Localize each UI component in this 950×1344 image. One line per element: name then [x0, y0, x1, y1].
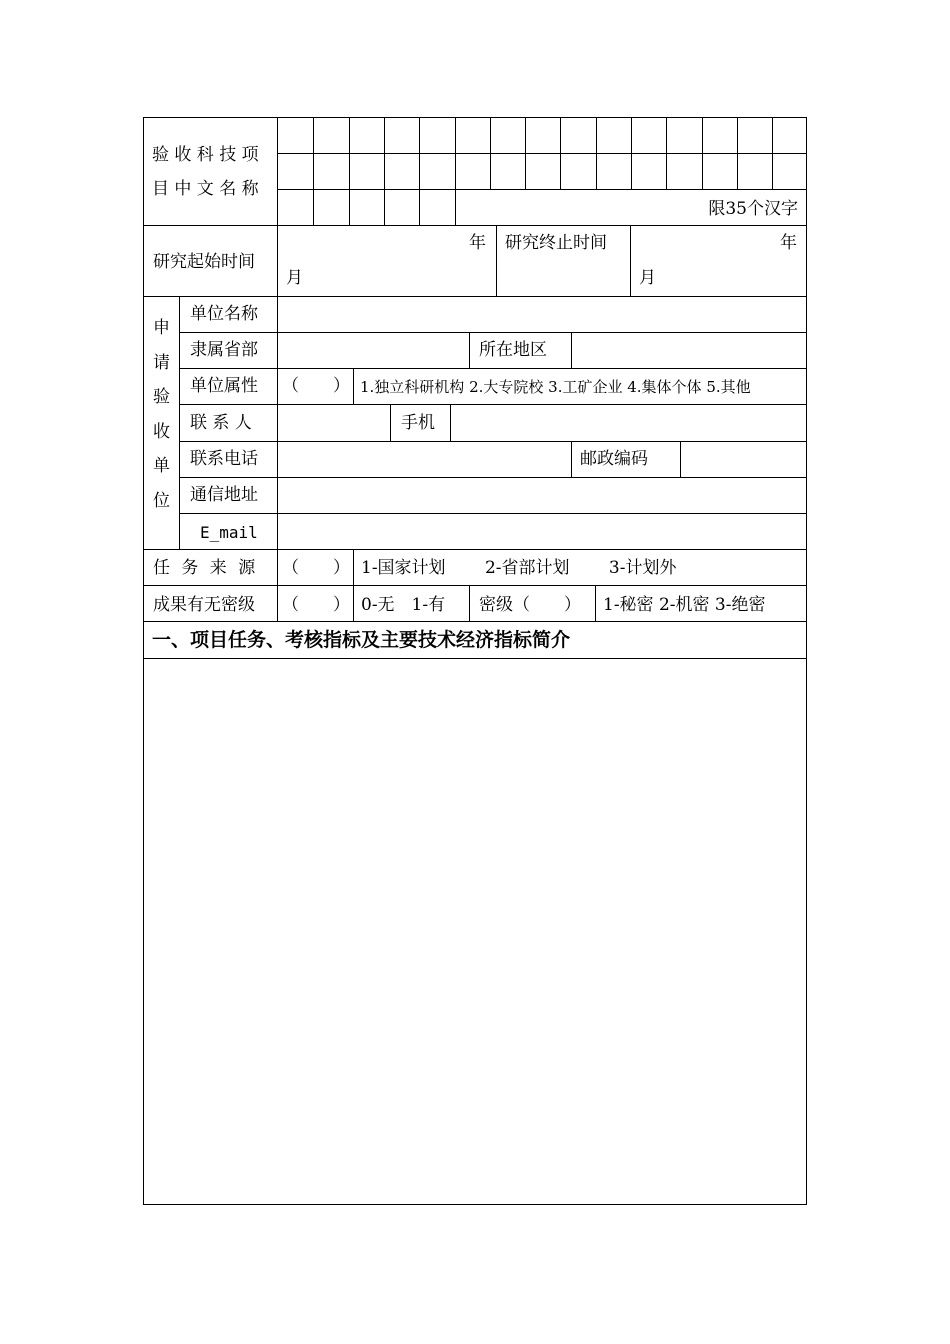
col-divider	[496, 225, 497, 296]
col-divider	[179, 296, 180, 549]
task-source-options: 1-国家计划 2-省部计划 3-计划外	[361, 558, 677, 578]
attribute-choice-input[interactable]: （ ）	[282, 376, 350, 396]
end-time-label: 研究终止时间	[505, 233, 607, 253]
col-divider	[571, 441, 572, 477]
char-grid-line	[631, 118, 632, 189]
postcode-input[interactable]	[681, 442, 807, 477]
char-grid-line	[525, 118, 526, 189]
region-label: 所在地区	[479, 340, 547, 360]
start-time-input[interactable]	[278, 226, 496, 296]
col-divider	[390, 404, 391, 441]
col-divider	[469, 585, 470, 621]
ministry-label: 隶属省部	[190, 340, 258, 360]
secrecy-yes-no: 0-无 1-有	[361, 595, 446, 615]
char-grid-line	[313, 118, 314, 225]
char-grid-line	[702, 118, 703, 189]
start-month-unit: 月	[286, 268, 303, 288]
row-divider	[144, 549, 807, 550]
row-divider	[144, 621, 807, 622]
end-year-unit: 年	[780, 233, 797, 253]
contact-input[interactable]	[278, 405, 390, 441]
applicant-section-char: 申	[153, 318, 170, 338]
secrecy-level-options: 1-秘密 2-机密 3-绝密	[603, 595, 766, 615]
char-grid-line	[349, 118, 350, 225]
email-input[interactable]	[278, 514, 807, 549]
secrecy-label: 成果有无密级	[153, 595, 255, 615]
applicant-section-char: 位	[153, 490, 170, 511]
col-divider	[595, 585, 596, 621]
char-grid-line	[737, 118, 738, 189]
col-divider	[353, 368, 354, 404]
char-limit-note: 限35个汉字	[708, 199, 798, 219]
address-label: 通信地址	[190, 485, 258, 505]
summary-heading: 一、项目任务、考核指标及主要技术经济指标简介	[152, 629, 571, 651]
project-name-input[interactable]	[278, 118, 807, 225]
attribute-label: 单位属性	[190, 376, 258, 396]
unit-name-label: 单位名称	[190, 304, 258, 324]
applicant-section-char: 单	[153, 456, 170, 476]
mobile-label: 手机	[401, 413, 435, 433]
mobile-input[interactable]	[451, 405, 807, 441]
postcode-label: 邮政编码	[580, 449, 648, 469]
char-grid-line	[490, 118, 491, 189]
acceptance-application-form	[143, 117, 807, 1205]
unit-name-input[interactable]	[278, 297, 807, 332]
task-source-choice-input[interactable]: （ ）	[282, 558, 350, 578]
end-time-input[interactable]	[631, 226, 807, 296]
end-month-unit: 月	[639, 268, 656, 288]
address-input[interactable]	[278, 478, 807, 513]
char-grid-line	[596, 118, 597, 189]
col-divider	[469, 332, 470, 368]
phone-input[interactable]	[278, 442, 571, 477]
secrecy-level-input[interactable]: 密级（ ）	[479, 595, 581, 615]
ministry-input[interactable]	[278, 333, 469, 368]
region-input[interactable]	[572, 333, 807, 368]
char-grid-line	[666, 118, 667, 189]
start-time-label: 研究起始时间	[153, 252, 255, 272]
char-grid-line	[384, 118, 385, 225]
secrecy-choice-input[interactable]: （ ）	[282, 595, 350, 615]
col-divider	[277, 549, 278, 621]
summary-textarea[interactable]	[145, 659, 806, 1204]
char-grid-line	[772, 118, 773, 189]
attribute-options: 1.独立科研机构 2.大专院校 3.工矿企业 4.集体个体 5.其他	[360, 378, 751, 396]
char-grid-line	[560, 118, 561, 189]
project-name-label-line1: 验 收 科 技 项	[152, 145, 259, 165]
contact-label: 联 系 人	[190, 413, 252, 433]
row-divider	[179, 368, 807, 369]
email-label: E_mail	[200, 523, 258, 542]
task-source-label: 任 务 来 源	[153, 558, 259, 578]
phone-label: 联系电话	[190, 449, 258, 469]
applicant-section-char: 验	[153, 387, 170, 407]
applicant-section-char: 请	[153, 352, 170, 373]
project-name-label-line2: 目 中 文 名 称	[152, 179, 259, 199]
start-year-unit: 年	[469, 233, 486, 253]
row-divider	[144, 585, 807, 586]
char-grid-line	[419, 118, 420, 225]
col-divider	[353, 549, 354, 621]
char-grid-line	[455, 118, 456, 225]
applicant-section-char: 收	[153, 421, 170, 442]
